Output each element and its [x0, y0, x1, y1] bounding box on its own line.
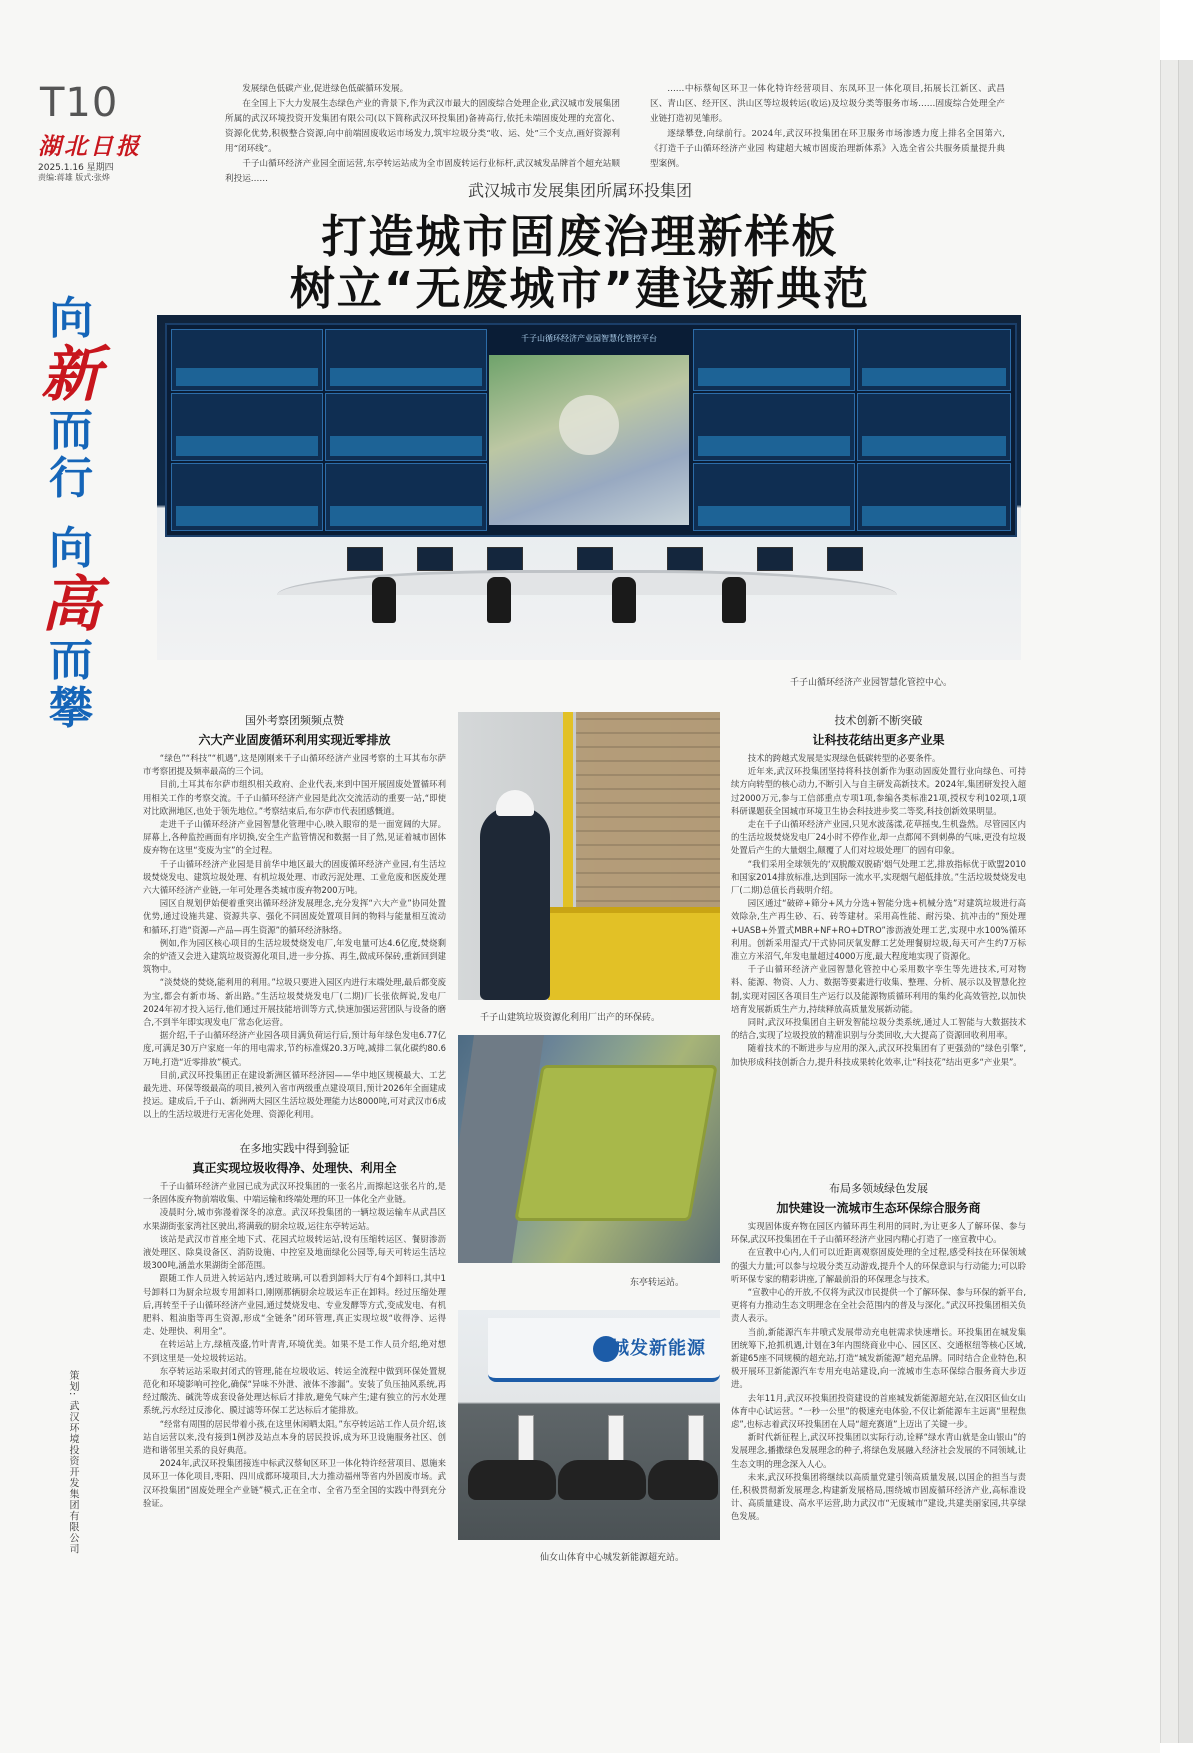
body-paragraph: 实现固体废弃物在园区内循环再生利用的同时,为让更多人了解环保、参与环保,武汉环投集团在千子山循环经济产业园内精心打造了一座宣教中心。: [731, 1221, 1026, 1245]
body-paragraph: 千子山循环经济产业园智慧化管控中心采用数字孪生等先进技术,可对物料、能源、物资、人力、数据等要素进行收集、整理、分析、展示以及智慧化控制,实现对园区各项目生产运行以及能源物质循环利用的集约化高效管控,以加快培育发展新质生产力,持续释放高质量发展新动能。: [731, 964, 1026, 1014]
body-paragraph: “淡焚烧的焚烧,能利用的利用。”垃圾只要进入园区内进行末端处理,最后都变废为宝,都会有新市场、新出路。”生活垃圾焚烧发电厂(二期)厂长张依辉说,发电厂2024年初才投入运行,他们通过开展技能培训等方式,快速加强运营团队与设备的磨合,不到半年即实现发电厂常态化运营。: [143, 977, 447, 1028]
screen-tile: [693, 329, 855, 391]
photo-caption: 仙女山体育中心城发新能源超充站。: [540, 1553, 685, 1563]
intro-paragraph: 逐绿攀登,向绿前行。2024年,武汉环投集团在环卫服务市场渗透力度上排名全国第六,《打造千子山循环经济产业园 构建超大城市固废治理新体系》入选全省公共服务质量提升典型案例。: [650, 129, 1005, 169]
body-paragraph: 凌晨时分,城市弥漫着深冬的凉意。武汉环投集团的一辆垃圾运输车从武昌区水果湖街张家湾社区驶出,将满载的厨余垃圾,运往东亭转运站。: [143, 1207, 446, 1231]
section-title: 加快建设一流城市生态环保综合服务商: [776, 1201, 981, 1215]
body-paragraph: 去年11月,武汉环投集团投资建设的首座城发新能源超充站,在汉阳区仙女山体育中心试运营。“一秒一公里”的极速充电体验,不仅让新能源车主远离“里程焦虑”,也标志着武汉环投集团在人局“超充赛道”上迈出了关键一步。: [731, 1392, 1026, 1430]
screen-tile: [693, 393, 855, 461]
monitor: [577, 547, 613, 571]
body-paragraph: 在转运站上方,绿植茂盛,竹叶青青,环境优美。如果不是工作人员介绍,绝对想不到这里是一处垃圾转运站。: [143, 1339, 446, 1363]
body-paragraph: 据介绍,千子山循环经济产业园各项目满负荷运行后,预计每年绿色发电6.77亿度,可满足30万户家庭一年的用电需求,节约标准煤20.3万吨,减排二氧化碳约80.6万吨,打造“近零排放”模式。: [143, 1030, 446, 1067]
monitor: [487, 547, 523, 571]
body-paragraph: 例如,作为园区核心项目的生活垃圾焚烧发电厂,年发电量可达4.6亿度,焚烧剩余的炉渣又会进入建筑垃圾资源化项目,进一步分拣、再生,做成环保砖,重新回到建筑物中。: [143, 937, 446, 975]
section-4-body: [731, 1220, 1026, 1524]
body-paragraph: “宣教中心的开放,不仅将为武汉市民提供一个了解环保、参与环保的新平台,更将有力推动生态文明理念在全社会范围内的普及与深化。”武汉环投集团相关负责人表示。: [731, 1287, 1026, 1324]
charging-station-photo: [458, 1310, 720, 1540]
body-paragraph: 未来,武汉环投集团将继续以高质量党建引领高质量发展,以国企的担当与责任,积极贯彻新发展理念,构建新发展格局,围绕城市固废循环经济产业,高标准设计、高质量建设、高水平运营,助力武汉市“无废城市”建设,共建美丽家园,共享绿色发展。: [731, 1471, 1026, 1522]
body-paragraph: 该站是武汉市首座全地下式、花园式垃圾转运站,设有压缩转运区、餐厨渗沥液处理区、除臭设备区、消防设施、中控室及地面绿化公园等,每天可转运生活垃圾300吨,涵盖水果湖街全部范围。: [143, 1233, 446, 1271]
safety-helmet: [496, 790, 534, 816]
section-4-header: [731, 1180, 1026, 1216]
park-map-view: [489, 355, 689, 525]
headline-line-1: 打造城市固废治理新样板: [321, 210, 839, 263]
video-wall: [165, 323, 1017, 537]
body-paragraph: 东亭转运站采取封闭式的管理,能在垃圾收运、转运全流程中做到环保处置规范化和环境影响可控化,确保“异味不外泄、液体不渗漏”。安装了负压抽风系统,再经过酸洗、碱洗等成套设备处理达标后才排放,避免气味产生;建有独立的污水处理系统,污水经过反渗化、膜过滤等环保工艺达标后才能排放。: [143, 1365, 446, 1416]
body-paragraph: “经常有周围的居民带着小孩,在这里休闲晒太阳。”东亭转运站工作人员介绍,该站自运营以来,没有接到1例涉及站点本身的居民投诉,成为环卫设施服务社区、创造和谐邻里关系的良好典范。: [143, 1418, 446, 1456]
page-fold-edge: [1178, 60, 1193, 1743]
intro-column-right: [650, 82, 1005, 172]
body-paragraph: 2024年,武汉环投集团接连中标武汉蔡甸区环卫一体化特许经营项目、恩施来凤环卫一体化项目,枣阳、四川成都环境项目,大力推动福州等省内外固废市场。武汉环投集团“固废处理全产业链”模式,正在全市、全省乃至全国的实践中得到充分验证。: [143, 1458, 446, 1508]
vertical-slogan: [42, 295, 100, 733]
station-sign: 城发新能源: [611, 1338, 706, 1359]
section-kicker: 技术创新不断突破: [834, 714, 923, 727]
machine-frame: [548, 907, 720, 1000]
control-desk: [277, 570, 897, 595]
monitor: [827, 547, 863, 571]
section-3-header: [731, 712, 1026, 748]
body-paragraph: 跟随工作人员进入转运站内,透过玻璃,可以看到卸料大厅有4个卸料口,其中1号卸料口为厨余垃圾专用卸料口,刚刚那辆厨余垃圾运车正在卸料。经过压缩处理后,再转至千子山循环经济产业园,通过焚烧发电、专业发酵等方式,变成发电、有机肥料、粗油脂等再生资源,形成“全链条”闭环管理,真正实现垃圾“收得净、运得走、处理快、利用全”。: [143, 1273, 446, 1337]
screen-title: 千子山循环经济产业园智慧化管控平台: [521, 334, 657, 343]
section-title: 六大产业固废循环利用实现近零排放: [198, 733, 391, 747]
section-title: 真正实现垃圾收得净、处理快、利用全: [192, 1161, 397, 1175]
body-paragraph: 技术的跨越式发展是实现绿色低碳转型的必要条件。: [747, 753, 941, 763]
screen-tile: [171, 463, 323, 531]
body-paragraph: 园区通过“破碎+筛分+风力分选+智能分选+机械分选”对建筑垃圾进行高效除杂,生产再生砂、石、砖等建材。采用高性能、耐污染、抗冲击的“预处理+UASB+外置式MBR+NF+RO+DTRO”渗沥液处理工艺,实现中水100%循环利用。创新采用湿式/干式协同厌氧发酵工艺处理餐厨垃圾,每天可产生约7万标准立方米沼气,年发电量超过4000万度,最大程度地实现了资源化。: [731, 898, 1026, 962]
electric-car: [468, 1460, 556, 1500]
transfer-station-photo: [458, 1035, 720, 1263]
electric-car: [648, 1460, 718, 1500]
slogan-char: 高: [41, 570, 101, 640]
screen-tile: [857, 329, 1011, 391]
screen-tile: [857, 393, 1011, 461]
slogan-char: 而: [49, 635, 93, 686]
screen-tile: [325, 463, 487, 531]
intro-paragraph: ……中标蔡甸区环卫一体化特许经营项目、东凤环卫一体化项目,拓展长江新区、武昌区、青山区、经开区、洪山区等垃圾转运(收运)及垃圾分类等服务市场……固废综合处理全产业链打造初见雏形。: [650, 84, 1005, 124]
monitor: [667, 547, 703, 571]
slogan-char: 而: [49, 405, 93, 456]
section-2-body: [143, 1180, 446, 1510]
section-kicker: 国外考察团频频点赞: [245, 714, 344, 727]
issue-date: 2025.1.16 星期四: [38, 163, 114, 173]
intro-paragraph: 千子山循环经济产业园全面运营,东亭转运站成为全市固废转运行业标杆,武汉城发品牌首个超充站顺利投运……: [225, 159, 620, 184]
section-1-header: [143, 712, 446, 748]
section-3-body: [731, 752, 1026, 1069]
office-chair: [722, 577, 746, 623]
monitor: [347, 547, 383, 571]
green-roof: [514, 1065, 718, 1221]
newspaper-logo: 湖北日报: [38, 133, 142, 160]
monitor: [417, 547, 453, 571]
monitor: [757, 547, 793, 571]
office-chair: [487, 577, 511, 623]
body-paragraph: 园区自规划伊始便着重突出循环经济发展理念,充分发挥“六大产业”协同处置优势,通过设施共建、资源共享、强化不同固废处置项目间的物料与能量相互流动和循环,打造“资源—产品—再生资源”的循环经济脉络。: [143, 898, 446, 935]
page-fold: [1160, 60, 1179, 1743]
screen-tile: [857, 463, 1011, 531]
section-1-body: [143, 752, 446, 1122]
body-paragraph: 千子山循环经济产业园是目前华中地区最大的固废循环经济产业园,有生活垃圾焚烧发电、建筑垃圾处理、有机垃圾处理、市政污泥处理、工业危废和医废处理六大循环经济产业链,一年可处理各类城市废弃物200万吨。: [143, 858, 446, 896]
screen-tile: [171, 393, 323, 461]
photo-caption: 千子山循环经济产业园智慧化管控中心。: [790, 678, 953, 688]
body-paragraph: 走进千子山循环经济产业园智慧化管理中心,映入眼帘的是一面宽阔的大屏。屏幕上,各种监控画面有序切换,安全生产监管情况和数据一目了然,见证着城市固体废弃物在这里“变废为宝”的全过程。: [143, 819, 446, 856]
body-paragraph: 同时,武汉环投集团自主研发智能垃圾分类系统,通过人工智能与大数据技术的结合,实现了垃圾投放的精准识别与分类回收,大大提高了资源回收利用率。: [731, 1017, 1026, 1041]
body-paragraph: “绿色”“科技”“机遇”,这是刚刚来千子山循环经济产业园考察的土耳其布尔萨市考察团提及频率最高的三个词。: [143, 753, 446, 777]
screen-tile: [693, 463, 855, 531]
screen-tile: [171, 329, 323, 391]
control-center-photo: [157, 315, 1021, 660]
screen-tile: [325, 393, 487, 461]
worker-figure: [480, 807, 550, 1000]
planner-credit: 策划: 武汉环境投资开发集团有限公司: [67, 1370, 78, 1555]
slogan-char: 向: [49, 523, 93, 574]
body-paragraph: 在宣教中心内,人们可以近距离观察固废处理的全过程,感受科技在环保领域的强大力量;可以参与垃圾分类互动游戏,提升个人的环保意识与行动能力;可以聆听环保专家的精彩讲座,了解最前沿的环保理念与技术。: [731, 1247, 1026, 1284]
eco-brick-photo: [458, 712, 720, 1000]
slogan-char: 行: [49, 453, 93, 504]
office-chair: [612, 577, 636, 623]
office-chair: [372, 577, 396, 623]
slogan-char: 攀: [49, 683, 93, 734]
body-paragraph: “我们采用全球领先的‘双脱酸双脱硝’烟气处理工艺,排放指标优于欧盟2010和国家2014排放标准,达到国际一流水平,实现烟气超低排放。”生活垃圾焚烧发电厂(二期)总值长肖载明介绍。: [731, 858, 1026, 896]
photo-caption: 千子山建筑垃圾资源化利用厂出产的环保砖。: [480, 1013, 661, 1023]
section-kicker: 在多地实践中得到验证: [239, 1142, 350, 1155]
intro-paragraph: 发展绿色低碳产业,促进绿色低碳循环发展。: [242, 84, 409, 94]
headline-line-2: 树立“无废城市”建设新典范: [289, 262, 871, 315]
slogan-char: 新: [41, 340, 101, 410]
intro-paragraph: 在全国上下大力发展生态绿色产业的背景下,作为武汉市最大的固废综合处理企业,武汉城市发展集团所属的武汉环境投资开发集团有限公司(以下简称武汉环投集团)备祷高行,依托未端固废处理的充富化、资源化优势,积极整合资源,向中前端固废收运市场发力,筑牢垃圾分类“收、运、处”三个支点,画好资源利用“闭环线”。: [225, 99, 620, 154]
body-paragraph: 千子山循环经济产业园已成为武汉环投集团的一张名片,而擦起这张名片的,是一条固体废弃物前端收集、中端运输和终端处理的环卫一体化全产业链。: [143, 1181, 446, 1205]
screen-tile: [325, 329, 487, 391]
slogan-char: 向: [49, 293, 93, 344]
body-paragraph: 目前,武汉环投集团正在建设新洲区循环经济园——华中地区规模最大、工艺最先进、环保等级最高的项目,被列入省市两级重点建设项目,预计2026年全面建成投运。建成后,千子山、新洲两大园区生活垃圾处理能力达8000吨,可对武汉市6成以上的生活垃圾进行无害化处理、资源化利用。: [143, 1069, 447, 1120]
section-2-header: [143, 1140, 446, 1176]
photo-caption: 东亭转运站。: [630, 1278, 685, 1288]
page-number: T10: [40, 80, 119, 126]
section-kicker: 布局多领域绿色发展: [829, 1182, 928, 1195]
body-paragraph: 随着技术的不断进步与应用的深入,武汉环投集团有了更强劲的“绿色引擎”,加快形成科技创新合力,提升科技成果转化效率,让“科技花”结出更多“产业果”。: [731, 1043, 1026, 1067]
body-paragraph: 新时代新征程上,武汉环投集团以实际行动,诠释“绿水青山就是金山银山”的发展理念,播撒绿色发展理念的种子,将绿色发展融入经济社会发展的不同领域,让生态文明的理念深入人心。: [731, 1432, 1026, 1469]
body-paragraph: 走在千子山循环经济产业园,只见水波荡漾,花草摇曳,生机盎然。尽管园区内的生活垃圾焚烧发电厂24小时不停作业,却一点都闻不到刺鼻的气味,更没有垃圾处置后产生的大量烟尘,颠覆了人们对垃圾处理厂的固有印象。: [731, 819, 1026, 856]
body-paragraph: 目前,土耳其布尔萨市组织相关政府、企业代表,来到中国开展固废处置循环利用相关工作的考察交流。千子山循环经济产业园是此次交流活动的重要一站,“即使对比欧洲地区,也处于领先地位。”考察结束后,布尔萨市代表团感慨道。: [143, 779, 446, 816]
headline-kicker: 武汉城市发展集团所属环投集团: [467, 181, 692, 200]
body-paragraph: 当前,新能源汽车井喷式发展带动充电桩需求快速增长。环投集团在城发集团统筹下,抢抓机遇,计划在3年内围绕商业中心、园区区、交通枢纽等核心区域,新建65座不同规模的超充站,打造“城发新能源”超充品牌。同时结合企业特色,积极开展环卫新能源汽车专用充电站建设,向一流城市生态环保综合服务商大步迈进。: [731, 1326, 1026, 1390]
editor-credits: 责编:蒋雄 版式:张烨: [38, 173, 110, 182]
section-title: 让科技花结出更多产业果: [812, 733, 945, 747]
body-paragraph: 近年来,武汉环投集团坚持将科技创新作为驱动固废处置行业向绿色、可持续方向转型的核心动力,不断引入与自主研发高新技术。2024年,集团研发投入超过2000万元,参与工信部重点专项1项,参编各类标准21项,授权专利102项,1项科研课题获全国城市环境卫生协会科技进步奖二等奖,科技创新效果明显。: [731, 766, 1026, 816]
electric-car: [558, 1460, 646, 1500]
intro-column-left: [225, 82, 620, 187]
station-canopy: [488, 1318, 720, 1382]
